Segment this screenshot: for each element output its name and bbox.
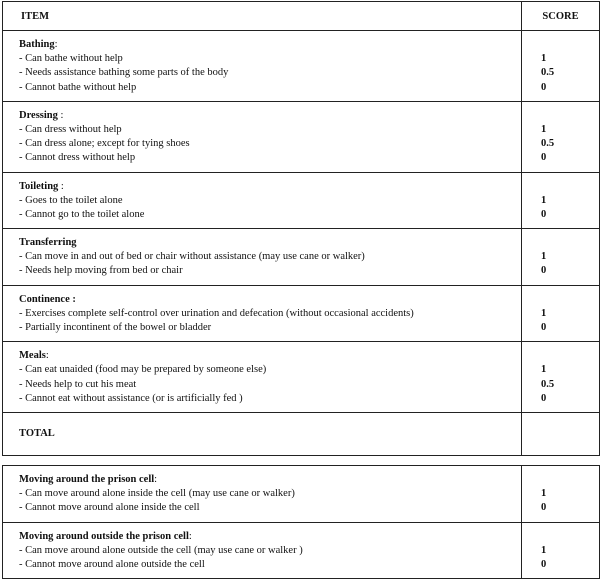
total-score-cell <box>522 412 600 455</box>
item-text: - Can eat unaided (food may be prepared by someone else) <box>19 364 267 376</box>
item-text: - Can move around alone inside the cell (may use cane or walker) <box>19 488 295 500</box>
item-text: - Can move around alone outside the cell (may use cane or walker ) <box>19 544 303 556</box>
total-label: TOTAL <box>3 412 522 455</box>
item-column-header: ITEM <box>3 2 522 31</box>
item-score: 0 <box>541 152 547 164</box>
item-score: 1 <box>541 123 547 135</box>
item-text: - Cannot move around alone inside the cell <box>19 502 200 514</box>
item-text: - Needs assistance bathing some parts of the body <box>19 67 229 79</box>
section-title: Continence : <box>19 293 76 305</box>
item-score: 0.5 <box>541 378 555 390</box>
section-row-transferring <box>3 229 600 286</box>
item-text: - Needs help to cut his meat <box>19 378 137 390</box>
item-score: 0 <box>541 322 547 333</box>
item-score: 1 <box>541 544 547 556</box>
item-score: 0 <box>541 558 547 570</box>
item-text: - Cannot dress without help <box>19 152 136 164</box>
item-text: - Can bathe without help <box>19 53 123 65</box>
section-row-continence <box>3 285 600 342</box>
item-text: - Cannot bathe without help <box>19 81 137 93</box>
section-title: Meals: <box>19 350 49 362</box>
section-row-outside-cell <box>3 522 600 579</box>
section-row-bathing <box>3 31 600 102</box>
item-text: - Can dress without help <box>19 123 122 135</box>
item-text: - Cannot eat without assistance (or is artificially fed ) <box>19 392 243 404</box>
prison-mobility-table <box>2 465 600 579</box>
item-score: 0.5 <box>541 138 555 150</box>
item-text: - Goes to the toilet alone <box>19 194 123 206</box>
section-row-toileting <box>3 172 600 229</box>
section-title: Moving around outside the prison cell: <box>19 530 192 542</box>
item-score: 0 <box>541 265 547 277</box>
item-text: - Can dress alone; except for tying shoes <box>19 138 190 150</box>
item-score: 0 <box>541 208 547 220</box>
item-score: 1 <box>541 194 547 206</box>
section-row-meals <box>3 342 600 413</box>
section-row-inside-cell <box>3 466 600 523</box>
item-score: 0 <box>541 81 547 93</box>
section-row-dressing <box>3 101 600 172</box>
score-column-header: SCORE <box>522 2 600 31</box>
item-score: 1 <box>541 364 547 376</box>
item-text: - Partially incontinent of the bowel or bladder <box>19 322 212 333</box>
item-score: 1 <box>541 53 547 65</box>
item-score: 0 <box>541 392 547 404</box>
item-score: 0 <box>541 502 547 514</box>
item-score: 1 <box>541 307 547 319</box>
item-score: 0.5 <box>541 67 555 79</box>
item-text: - Cannot go to the toilet alone <box>19 208 145 220</box>
section-title: Moving around the prison cell: <box>19 474 158 485</box>
item-score: 1 <box>541 251 547 263</box>
item-text: - Needs help moving from bed or chair <box>19 265 183 277</box>
section-title: Transferring <box>19 237 77 249</box>
section-title: Bathing: <box>19 39 58 50</box>
total-row <box>3 412 600 455</box>
adl-score-table <box>2 1 600 456</box>
item-score: 1 <box>541 488 547 500</box>
section-title: Dressing : <box>19 109 64 121</box>
item-text: - Can move in and out of bed or chair without assistance (may use cane or walker) <box>19 251 365 263</box>
section-title: Toileting : <box>19 180 64 192</box>
table-header-row <box>3 2 600 31</box>
item-text: - Exercises complete self-control over urination and defecation (without occasional accidents) <box>19 307 414 319</box>
item-text: - Cannot move around alone outside the cell <box>19 558 205 570</box>
